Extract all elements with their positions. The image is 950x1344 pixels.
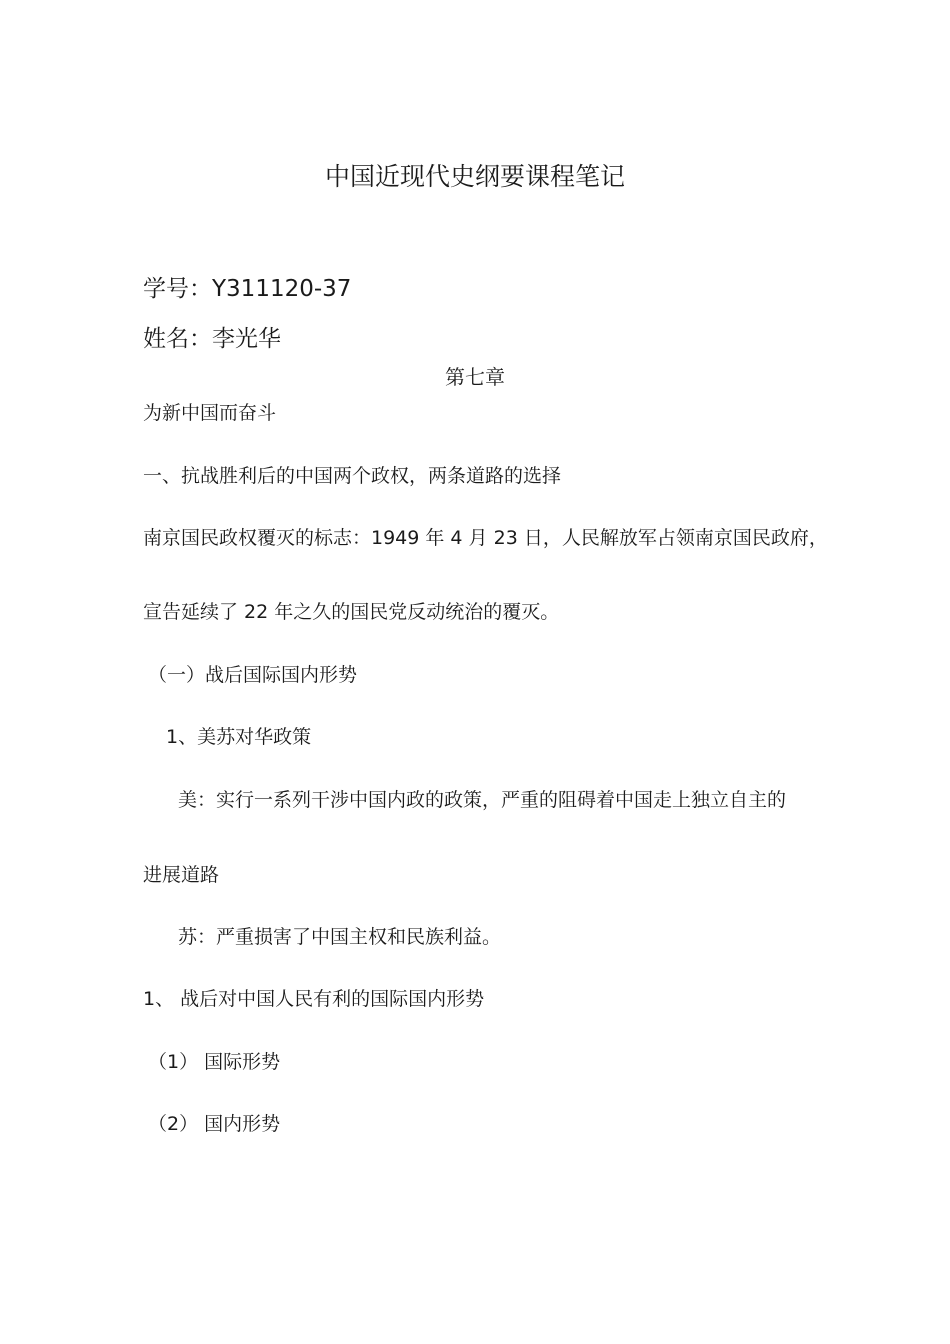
heading-level-3: 1、美苏对华政策 (166, 726, 312, 748)
paragraph-line: 南京国民政权覆灭的标志：1949 年 4 月 23 日，人民解放军占领南京国民政府， (143, 527, 828, 549)
document-title: 中国近现代史纲要课程笔记 (324, 162, 625, 191)
list-item: （2） 国内形势 (148, 1113, 281, 1135)
heading-level-1: 一、抗战胜利后的中国两个政权，两条道路的选择 (143, 465, 562, 487)
paragraph-line: 宣告延续了 22 年之久的国民党反动统治的覆灭。 (143, 601, 560, 623)
heading-level-3: 1、 战后对中国人民有利的国际国内形势 (143, 988, 485, 1010)
student-id-label: 学号： (143, 276, 212, 302)
student-name-value: 李光华 (212, 326, 281, 352)
student-name-label: 姓名： (143, 326, 212, 352)
student-name-row (143, 323, 281, 355)
student-id-row (143, 273, 351, 305)
section-title: 为新中国而奋斗 (143, 402, 277, 424)
paragraph-line: 进展道路 (143, 864, 220, 886)
chapter-heading: 第七章 (445, 365, 505, 389)
student-id-value: Y311120-37 (212, 276, 352, 302)
heading-level-2: （一）战后国际国内形势 (148, 664, 358, 686)
paragraph-line: 美：实行一系列干涉中国内政的政策，严重的阻碍着中国走上独立自主的 (178, 789, 787, 811)
paragraph-line: 苏：严重损害了中国主权和民族利益。 (178, 926, 502, 948)
list-item: （1） 国际形势 (148, 1051, 281, 1073)
